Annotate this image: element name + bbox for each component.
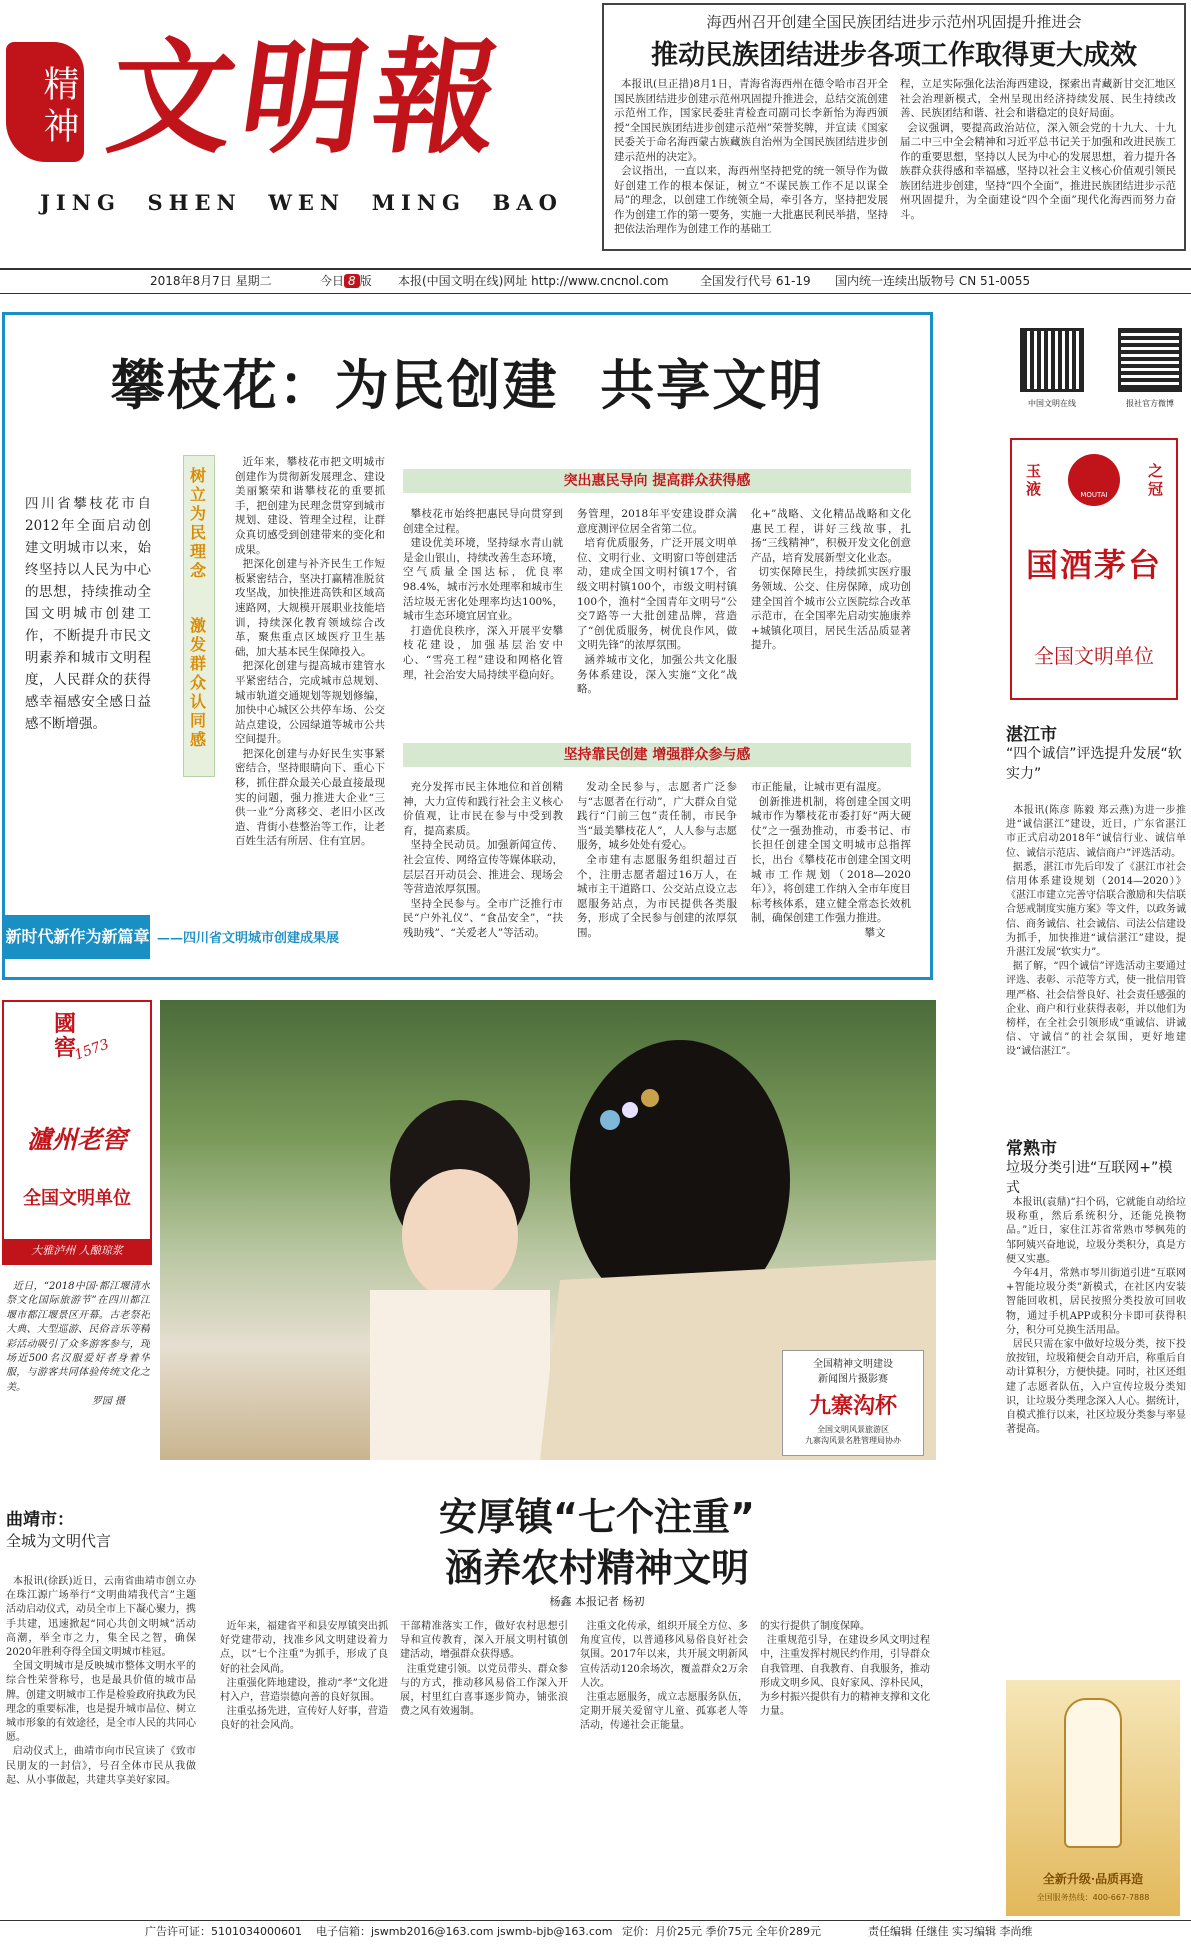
footer-editors: 责任编辑 任继佳 实习编辑 李尚维 bbox=[868, 1925, 1033, 1938]
anhou-byline: 杨鑫 本报记者 杨初 bbox=[549, 1595, 645, 1608]
lead-body-left: 近年来，攀枝花市把文明城市创建作为贯彻新发展理念、建设美丽繁荣和谐攀枝花的重要抓手，把创建为民理念贯穿到城市规划、建设、管理全过程，让群众真切感受到创建带来的变化和成果。 把深化创建与补齐民生工作短板紧密结合，坚决打赢精准脱贫攻坚战，加快推进高铁和区域高速路网，大规模开展职业技能培训，持续深化教育领域综合改革，聚焦重点区域医疗卫生基础，加大基本民生保障投入。 把深化创建与提高城市建管水平紧密结合，完成城市总规划、城市轨道交通规划等规划修编，加快中心城区公共停车场、公交站点建设，公园绿道等城市公共空间提升。 把深化创建与办好民生实事紧密结合，坚持眼睛向下、重心下移，抓住群众最关心最直接最现实的问题，强力推进大企业“三供一业”分离移交、老旧小区改造、背街小巷整治等工作，让老百姓生活有所居、住有宜居。 bbox=[235, 456, 385, 848]
feature-photo bbox=[160, 1000, 936, 1460]
photo-story-text: 近日，“2018中国·都江堰清水祭文化国际旅游节”在四川都江堰市都江堰景区开幕。古老祭祀大典、大型巡游、民俗音乐等精彩活动吸引了众多游客参与，现场近500名汉服爱好者身着华服，与游客共同体验传统文化之美。 罗园 摄 bbox=[6, 1281, 150, 1408]
anhou-headline-2[interactable]: 涵养农村精神文明 bbox=[444, 1546, 749, 1590]
pages-count bbox=[320, 270, 372, 292]
masthead-pinyin: JING SHEN WEN MING BAO bbox=[40, 190, 563, 215]
guojiao-tag: 全国文明单位 bbox=[23, 1188, 131, 1209]
footer-license: 广告许可证：5101034000601 bbox=[145, 1925, 302, 1938]
masthead bbox=[0, 0, 600, 255]
qujing-body: 本报讯(徐跃)近日，云南省曲靖市创立办在珠江源广场举行“文明曲靖我代言”主题活动启动仪式，动员全市上下凝心聚力，携手共建，迅速掀起“同心共创文明城”活动高潮，举全市之力，集全民之智，确保2020年胜利夺得全国文明城市桂冠。 全国文明城市是反映城市整体文明水平的综合性荣誉称号，也是最具价值的城市品牌。创建文明城市工作是检验政府执政为民理念的重要标准，也是提升城市品位、树立城市形象的有效途径，是全市人民的共同心愿。 启动仪式上，曲靖市向市民宣读了《致市民朋友的一封信》，号召全体市民从我做起、从小事做起，共建共享美好家园。 bbox=[6, 1576, 196, 1786]
changshu-sub: 垃圾分类引进“互联网+”模式 bbox=[1006, 1160, 1173, 1196]
zhanjiang-body: 本报讯(陈彦 陈毅 郑云燕)为进一步推进“诚信湛江”建设，近日，广东省湛江市正式启动2018年“诚信行业、诚信单位、诚信示范店、诚信商户”评选活动。 据悉，湛江市先后印发了《湛江市社会信用体系建设规划（2014—2020）》《湛江市建立完善守信联合激励和失信联合惩戒制度实施方案》等文件，以政务诚信、商务诚信、社会诚信、司法公信建设为抓手，加快推进“诚信湛江”建设，提升湛江发展“软实力”。 据了解，“四个诚信”评选活动主要通过评选、表彰、示范等方式，使一批信用管理严格、社会信誉良好、社会责任感强的企业、商户和行业获得表彰，并以他们为榜样，在全社会引领形成“重诚信、讲诚信、守诚信”的社会氛围，更好地建设“诚信湛江”。 bbox=[1006, 805, 1186, 1058]
subhead-1: 突出惠民导向 提高群众获得感 bbox=[403, 469, 911, 493]
moutai-brand: 国酒茅台 bbox=[1025, 546, 1162, 584]
lead-mid-b: 务管理，2018年平安建设群众满意度测评位居全省第二位。 培育优质服务，广泛开展文明单位、文明行业、文明窗口等创建活动，建成全国文明村镇17个，省级文明村镇100个，市级文明村镇100个，渔村“全国青年文明号”公交7路等一大批创建品牌，营造了“创优质服务，树优良作风，做文明先锋”的浓厚氛围。 涵养城市文化，加强公共文化服务体系建设，深入实施“文化”战略。 bbox=[577, 508, 737, 696]
side-theme-bottom: 激发群众认同感 bbox=[190, 616, 207, 749]
top-story bbox=[602, 3, 1186, 251]
footer-price: 定价：月价25元 季价75元 全年价289元 bbox=[622, 1925, 821, 1938]
contest-line-2: 新闻图片摄影赛 bbox=[818, 1374, 888, 1385]
top-story-headline[interactable]: 推动民族团结进步各项工作取得更大成效 bbox=[651, 40, 1137, 71]
moutai-tag: 全国文明单位 bbox=[1034, 644, 1154, 668]
contest-line-4: 全国文明风景旅游区 bbox=[817, 1425, 889, 1434]
lead-mid-a: 攀枝花市始终把惠民导向贯穿到创建全过程。 建设优美环境，坚持绿水青山就是金山银山，持续改善生态环境，空气质量全国达标，优良率98.4%，城市污水处理率和城市生活垃圾无害化处理率均达100%，城市生态环境宜居宜业。 打造优良秩序，深入开展平安攀枝花建设，加强基层治安中心、“雪亮工程”建设和网格化管理，社会治安大局持续平稳向好。 bbox=[403, 508, 563, 681]
zhanjiang-sub: “四个诚信”评选提升发展“软实力” bbox=[1006, 746, 1182, 782]
moutai-ad[interactable] bbox=[1010, 438, 1178, 700]
series-banner-sub: ——四川省文明城市创建成果展 bbox=[157, 931, 340, 946]
moutai-right: 之冠 bbox=[1148, 462, 1164, 498]
date-bar bbox=[0, 268, 1191, 294]
guojiao-brand: 瀘州老窖 bbox=[26, 1125, 127, 1154]
pages-suffix: 版 bbox=[359, 274, 372, 288]
qr-right[interactable] bbox=[1118, 328, 1182, 392]
masthead-seal: 精神 bbox=[6, 42, 84, 162]
bottle-icon bbox=[1064, 1698, 1122, 1848]
qujing-city[interactable]: 曲靖市： bbox=[6, 1510, 74, 1530]
anhou-col-c: 注重文化传承，组织开展全方位、多角度宣传，以普通移风易俗良好社会氛围。2017年以来，共开展文明新风宣传活动120余场次，覆盖群众2万余人次。 注重志愿服务，成立志愿服务队伍，定期开展关爱留守儿童、孤寡老人等活动，传递社会正能量。 bbox=[580, 1621, 748, 1732]
side-theme-top: 树立为民理念 bbox=[190, 466, 207, 580]
changshu-city[interactable]: 常熟市 bbox=[1006, 1139, 1057, 1159]
contest-line-1: 全国精神文明建设 bbox=[813, 1359, 893, 1370]
anhou-col-a: 近年来，福建省平和县安厚镇突出抓好党建带动，找准乡风文明建设着力点，以“七个注重”为抓手，形成了良好的社会风尚。 注重强化阵地建设，推动“孝”文化进村入户，营造崇德向善的良好氛围。 注重弘扬先进，宣传好人好事，营造良好的社会风尚。 bbox=[220, 1621, 388, 1732]
issue-code: 全国发行代号 61-19 bbox=[700, 274, 811, 288]
zhanjiang-city[interactable]: 湛江市 bbox=[1006, 725, 1057, 745]
moutai-logo-icon: MOUTAI bbox=[1068, 454, 1120, 506]
contest-line-5: 九寨沟风景名胜管理局协办 bbox=[805, 1436, 901, 1445]
guojiao-year: 1573 bbox=[72, 1036, 112, 1064]
qujing-sub: 全城为文明代言 bbox=[6, 1532, 112, 1550]
anhou-headline-1[interactable]: 安厚镇“七个注重” bbox=[439, 1495, 755, 1539]
series-banner bbox=[5, 915, 390, 959]
top-story-col-2: 程，立足实际强化法治海西建设，探索出青藏新甘交汇地区社会治理新模式，全州呈现出经济持续发展、民生持续改善、民族团结和谐、社会和谐稳定的良好局面。 会议强调，要提高政治站位，深入领会党的十九大、十九届二中三中全会精神和习近平总书记关于加强和改进民族工作的重要思想，坚持以人民为中心的发展思想，着力提升各族群众获得感和幸福感，坚持以社会主义核心价值观引领民族团结进步创建，坚持“四个全面”，推进民族团结进步示范州巩固提升，为全面建设“四个全面”现代化海西而努力奋斗。 bbox=[900, 78, 1176, 221]
site-url[interactable]: 本报(中国文明在线)网址 http://www.cncnol.com bbox=[398, 274, 669, 288]
lead-low-a: 充分发挥市民主体地位和首创精神，大力宣传和践行社会主义核心价值观，让市民在参与中受到教育，提高素质。 坚持全民动员。加强新闻宣传、社会宣传、网络宣传等媒体联动，层层召开动员会、推进会、现场会等营造浓厚氛围。 坚持全民参与。全市广泛推行市民“户外礼仪”、“食品安全”，“扶残助残”、“关爱老人”等活动。 bbox=[403, 781, 563, 939]
lead-mid-c: 化+”战略、文化精品战略和文化惠民工程，讲好三线故事，扎扬“三线精神”，积极开发文化创意产品，培育发展新型文化业态。 切实保障民生，持续抓实医疗服务领域、公交、住房保障，成功创建全国首个城市公立医院综合改革示范市，在全国率先启动实施康养+城镇化项目，居民生活品质显著提升。 bbox=[751, 508, 911, 652]
qr-right-caption: 报社官方微博 bbox=[1126, 399, 1174, 408]
anhou-col-d: 的实行提供了制度保障。 注重规范引导，在建设乡风文明过程中，注重发挥村规民约作用，引导群众自我管理、自我教育、自我服务，推动形成文明乡风、良好家风、淳朴民风，为乡村振兴提供有力的精神支撑和文化力量。 bbox=[760, 1621, 930, 1718]
guojiao-top: 國窖 bbox=[54, 1011, 77, 1061]
qr-left-caption: 中国文明在线 bbox=[1028, 399, 1076, 408]
guojiao-ad[interactable] bbox=[2, 1000, 152, 1265]
lead-low-b: 发动全民参与，志愿者广泛参与“志愿者在行动”，广大群众自觉践行“门前三包”责任制，市民争当“最美攀枝花人”，人人参与志愿服务，城乡处处有爱心。 全市建有志愿服务组织超过百个，注册志愿者超过16万人，在城市主干道路口、公交站点设立志愿服务站点，为市民提供各类服务，形成了全民参与创建的浓厚氛围。 bbox=[577, 781, 737, 939]
issue-date: 2018年8月7日 星期二 bbox=[150, 274, 272, 288]
series-banner-main: 新时代新作为新篇章 bbox=[5, 915, 150, 959]
footer-email[interactable]: 电子信箱：jswmb2016@163.com jswmb-bjb@163.com bbox=[316, 1925, 613, 1938]
changshu-body: 本报讯(袁鼎)“扫个码，它就能自动给垃圾称重，然后系统积分，还能兑换物品。”近日，家住江苏省常熟市琴枫苑的邹阿姨兴奋地说，垃圾分类积分，真是方便又实惠。 今年4月，常熟市琴川街道引进“互联网+智能垃圾分类”新模式，在社区内安装智能回收机，居民按照分类投放可回收物，通过手机APP或积分卡即可获得积分，积分可兑换生活用品。 居民只需在家中做好垃圾分类，按下投放按钮，垃圾箱便会自动开启，称重后自动计算积分，方便快捷。同时，社区还组建了志愿者队伍，入户宣传垃圾分类知识，让垃圾分类理念深入人心。据统计，自模式推行以来，社区垃圾分类参与率显著提高。 bbox=[1006, 1197, 1186, 1436]
anhou-col-b: 干部精准落实工作，做好农村思想引导和宣传教育，深入开展文明村镇创建活动，增强群众获得感。 注重党建引领。以党员带头、群众参与的方式，推动移风易俗工作深入开展，村里红白喜事逐步简办，铺张浪费之风有效遏制。 bbox=[400, 1621, 568, 1718]
top-story-col-1: 本报讯(旦正措)8月1日，青海省海西州在德令哈市召开全国民族团结进步创建示范州巩固提升推进会，总结交流创建示范州工作，国家民委驻青检查司副司长李新怡为海西颁授“全国民族团结进步创建示范州”荣誉奖牌，并宣读《国家民委关于命名海西蒙古族藏族自治州为全国民族团结进步创建示范州的决定》。 会议指出，一直以来，海西州坚持把党的统一领导作为做好创建工作的根本保证，树立“不谋民族工作不足以谋全局”的理念，以创建工作统领全局，牵引各方，坚持把发展作为创建工作的第一要务，实施一大批惠民利民举措，坚持把依法治理作为创建工作的基础工 bbox=[614, 78, 888, 235]
bottle-ad-tel: 全国服务热线：400-667-7888 bbox=[1036, 1893, 1150, 1902]
photo-contest-box bbox=[782, 1350, 924, 1456]
lead-feature bbox=[2, 312, 933, 980]
lead-intro: 四川省攀枝花市自2012年全面启动创建文明城市以来，始终坚持以人民为中心的思想，持续推动全国文明城市创建工作，不断提升市民文明素养和城市文明程度，人民群众的获得感幸福感安全感日益感不断增强。 bbox=[25, 496, 151, 732]
guojiao-slogan: 大雅泸州 人酿琼浆 bbox=[4, 1239, 150, 1263]
bottle-ad[interactable] bbox=[1006, 1680, 1180, 1916]
top-story-kicker: 海西州召开创建全国民族团结进步示范州巩固提升推进会 bbox=[706, 13, 1082, 31]
bottle-ad-text: 全新升级·品质再造 bbox=[1042, 1872, 1144, 1886]
contest-line-3: 九寨沟杯 bbox=[808, 1393, 897, 1419]
qr-left[interactable] bbox=[1020, 328, 1084, 392]
footer-bar bbox=[0, 1920, 1191, 1944]
lead-low-c: 市正能量，让城市更有温度。 创新推进机制，将创建全国文明城市作为攀枝花市委打好“两大硬仗”之一强劲推动，市委书记、市长担任创建全国文明城市总指挥长，出台《攀枝花市创建全国文明城市工作规划（2018—2020年）》，将创建工作纳入全市年度目标考核体系，建立健全常态长效机制，确保创建工作强力推进。 攀文 bbox=[751, 781, 911, 939]
pages-prefix: 今日 bbox=[320, 274, 345, 288]
moutai-left: 玉液 bbox=[1026, 462, 1042, 498]
masthead-logo: 文明報 bbox=[99, 26, 517, 171]
cn-number: 国内统一连续出版物号 CN 51-0055 bbox=[835, 274, 1031, 288]
pages-number: 8 bbox=[344, 274, 360, 288]
subhead-2: 坚持靠民创建 增强群众参与感 bbox=[403, 743, 911, 767]
lead-headline[interactable]: 攀枝花：为民创建 共享文明 bbox=[110, 354, 825, 417]
side-theme-box bbox=[183, 455, 215, 777]
